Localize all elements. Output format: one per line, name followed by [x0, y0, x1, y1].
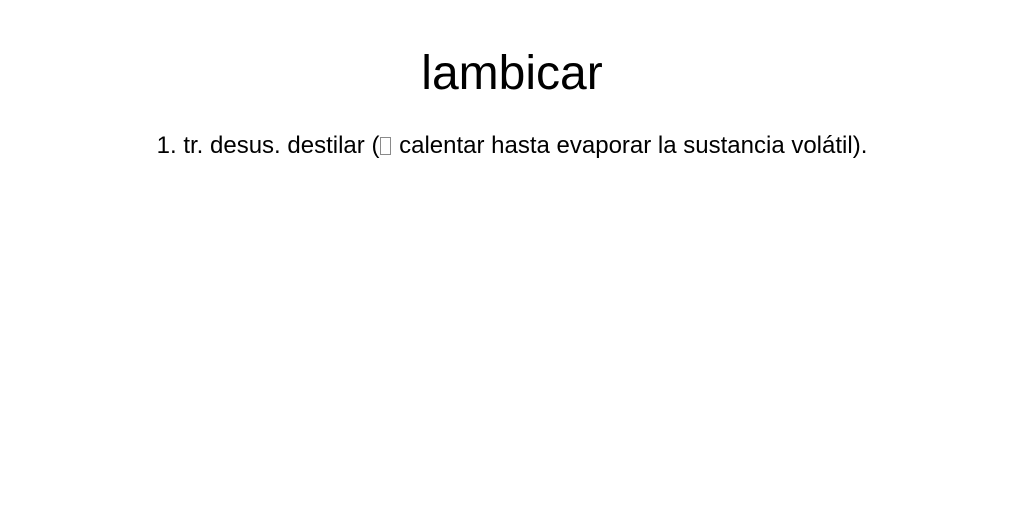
headword: lambicar	[421, 47, 603, 100]
usage-abbrev: desus.	[210, 132, 281, 159]
grammar-abbrev: tr.	[183, 132, 204, 159]
missing-glyph-icon	[380, 137, 391, 155]
sense-number: 1.	[156, 132, 177, 159]
explanation: calentar hasta evaporar la sustancia volátil	[399, 132, 853, 159]
paren-close-period: ).	[852, 132, 868, 159]
paren-open: (	[371, 132, 380, 159]
gloss: destilar	[287, 132, 365, 159]
definition-line	[0, 130, 1024, 162]
